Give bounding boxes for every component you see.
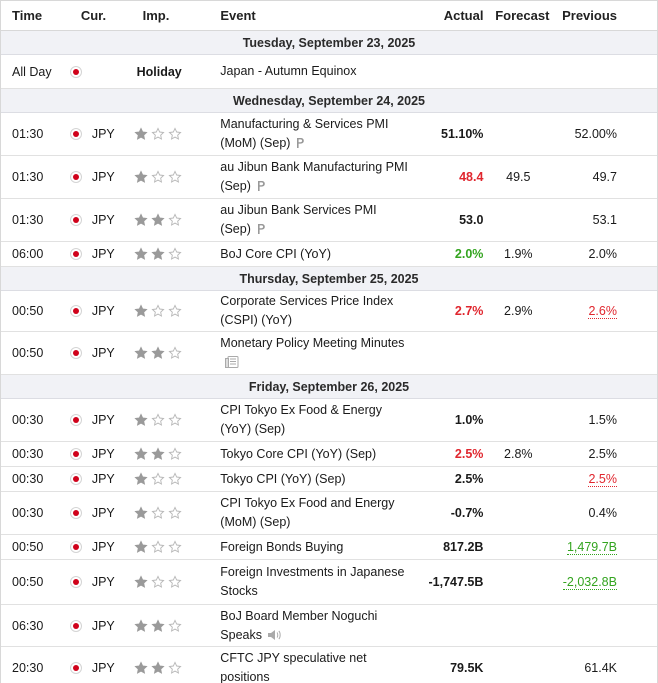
star-empty-icon — [151, 575, 165, 589]
star-empty-icon — [168, 413, 182, 427]
event-title[interactable]: Corporate Services Price Index (CSPI) (YoY) — [220, 294, 394, 327]
currency-cell — [67, 506, 133, 520]
currency-code: JPY — [91, 127, 115, 141]
event-time: 00:50 — [12, 575, 44, 589]
japan-flag-icon — [70, 414, 82, 426]
importance-cell — [133, 213, 221, 227]
event-time: 00:30 — [12, 413, 44, 427]
header-previous[interactable]: Previous — [562, 8, 618, 23]
currency-code: JPY — [91, 304, 115, 318]
preliminary-icon[interactable] — [256, 223, 266, 235]
star-empty-icon — [151, 413, 165, 427]
star-filled-icon — [151, 661, 165, 675]
previous-text: 2.5% — [588, 447, 617, 461]
table-row[interactable] — [1, 560, 657, 605]
star-empty-icon — [168, 247, 182, 261]
importance-stars — [134, 447, 182, 461]
previous-text[interactable]: 1,479.7B — [566, 540, 617, 554]
event-name[interactable] — [220, 445, 409, 464]
table-row[interactable] — [1, 647, 657, 683]
importance-stars — [134, 127, 182, 141]
forecast-value: 2.9% — [504, 304, 533, 318]
japan-flag-icon — [70, 541, 82, 553]
currency-code: JPY — [91, 447, 115, 461]
header-importance[interactable]: Imp. — [142, 8, 170, 23]
japan-flag-icon — [70, 214, 82, 226]
forecast-value: 2.8% — [504, 447, 533, 461]
currency-cell — [67, 472, 133, 486]
star-empty-icon — [168, 170, 182, 184]
actual-value — [410, 540, 484, 554]
event-time: 01:30 — [12, 170, 44, 184]
importance-cell — [133, 170, 221, 184]
currency-code: JPY — [91, 661, 115, 675]
currency-code: JPY — [91, 540, 115, 554]
japan-flag-icon — [70, 248, 82, 260]
table-row[interactable] — [1, 199, 657, 242]
currency-cell — [67, 447, 133, 461]
table-row[interactable] — [1, 399, 657, 442]
star-empty-icon — [168, 213, 182, 227]
event-title[interactable]: Japan - Autumn Equinox — [220, 64, 357, 78]
previous-text: 0.4% — [588, 506, 617, 520]
previous-value — [553, 575, 657, 589]
actual-value — [410, 447, 484, 461]
actual-value — [410, 127, 484, 141]
document-icon[interactable] — [225, 356, 239, 368]
importance-stars — [134, 413, 182, 427]
actual-value — [410, 170, 484, 184]
actual-text: 2.7% — [454, 304, 484, 318]
currency-code: JPY — [91, 618, 115, 633]
star-empty-icon — [168, 346, 182, 360]
previous-text: 1.5% — [588, 413, 617, 427]
table-row[interactable] — [1, 332, 657, 375]
table-row[interactable] — [1, 535, 657, 560]
star-empty-icon — [168, 506, 182, 520]
event-title[interactable]: CFTC JPY speculative net positions — [220, 651, 367, 683]
actual-text: 48.4 — [459, 170, 484, 184]
table-row[interactable] — [1, 492, 657, 535]
japan-flag-icon — [70, 305, 82, 317]
currency-cell — [67, 575, 133, 589]
importance-cell — [133, 472, 221, 486]
star-filled-icon — [134, 661, 148, 675]
currency-code: JPY — [91, 213, 115, 227]
star-filled-icon — [134, 575, 148, 589]
star-empty-icon — [168, 540, 182, 554]
table-row[interactable] — [1, 242, 657, 267]
star-filled-icon — [151, 447, 165, 461]
table-header — [1, 0, 657, 31]
star-filled-icon — [134, 447, 148, 461]
currency-cell — [67, 304, 133, 318]
currency-code: JPY — [91, 170, 115, 184]
event-name[interactable] — [220, 245, 409, 264]
event-title[interactable]: Tokyo Core CPI (YoY) (Sep) — [220, 446, 377, 461]
japan-flag-icon — [70, 66, 82, 78]
event-title[interactable]: CPI Tokyo Ex Food and Energy (MoM) (Sep) — [220, 496, 395, 529]
importance-stars — [134, 472, 182, 486]
currency-code: JPY — [91, 413, 115, 427]
forecast-value: 49.5 — [506, 170, 531, 184]
previous-value — [553, 247, 657, 261]
star-filled-icon — [134, 472, 148, 486]
japan-flag-icon — [70, 171, 82, 183]
event-name[interactable] — [220, 292, 409, 330]
event-title[interactable]: au Jibun Bank Manufacturing PMI (Sep) — [220, 160, 408, 193]
currency-code: JPY — [91, 247, 115, 261]
star-empty-icon — [168, 447, 182, 461]
importance-stars — [134, 247, 182, 261]
event-time: 00:50 — [12, 304, 44, 318]
event-time: 00:30 — [12, 472, 44, 486]
previous-value — [553, 472, 657, 486]
importance-stars — [134, 304, 182, 318]
event-title[interactable]: CPI Tokyo Ex Food & Energy (YoY) (Sep) — [220, 403, 382, 436]
currency-cell — [67, 247, 133, 261]
event-name[interactable] — [220, 470, 409, 489]
importance-stars — [134, 575, 182, 589]
day-header: Friday, September 26, 2025 — [1, 375, 657, 399]
preliminary-icon[interactable] — [295, 137, 305, 149]
event-time: 00:30 — [12, 447, 44, 461]
event-title[interactable]: BoJ Board Member Noguchi Speaks — [220, 608, 378, 642]
previous-text: 61.4K — [584, 661, 617, 675]
importance-cell — [133, 247, 221, 261]
star-empty-icon — [168, 575, 182, 589]
importance-stars — [134, 540, 182, 554]
event-time: 06:00 — [12, 247, 44, 261]
actual-text: 2.5% — [454, 447, 484, 461]
table-row[interactable] — [1, 291, 657, 332]
actual-text: 2.0% — [454, 247, 484, 261]
importance-cell — [133, 447, 221, 461]
actual-text: 53.0 — [459, 213, 484, 227]
actual-text: 1.0% — [454, 413, 484, 427]
importance-stars — [134, 346, 182, 360]
event-title[interactable]: Foreign Bonds Buying — [220, 539, 344, 554]
event-time: 01:30 — [12, 213, 44, 227]
star-filled-icon — [134, 413, 148, 427]
currency-cell — [67, 346, 133, 360]
actual-value — [410, 247, 484, 261]
header-actual[interactable]: Actual — [443, 8, 484, 23]
previous-text: 2.0% — [588, 247, 617, 261]
event-title[interactable]: Tokyo CPI (YoY) (Sep) — [220, 471, 346, 486]
event-name[interactable] — [220, 649, 409, 683]
previous-text: 53.1 — [592, 213, 617, 227]
event-title[interactable]: Monetary Policy Meeting Minutes — [220, 336, 405, 350]
importance-cell — [133, 413, 221, 427]
importance-cell — [133, 127, 221, 141]
actual-text: 817.2B — [443, 540, 484, 554]
event-title[interactable]: au Jibun Bank Services PMI (Sep) — [220, 203, 377, 236]
table-row[interactable] — [1, 55, 657, 89]
importance-cell — [133, 540, 221, 554]
day-header: Tuesday, September 23, 2025 — [1, 31, 657, 55]
table-row[interactable] — [1, 113, 657, 156]
star-empty-icon — [168, 472, 182, 486]
actual-text: -0.7% — [450, 506, 484, 520]
header-event[interactable]: Event — [220, 8, 256, 23]
event-name[interactable] — [220, 494, 409, 532]
table-row[interactable] — [1, 467, 657, 492]
japan-flag-icon — [70, 507, 82, 519]
japan-flag-icon — [70, 128, 82, 140]
star-filled-icon — [134, 346, 148, 360]
event-time: 00:50 — [12, 346, 44, 360]
previous-text[interactable]: 2.6% — [588, 304, 617, 318]
actual-value — [410, 413, 484, 427]
event-title[interactable]: Foreign Investments in Japanese Stocks — [220, 565, 405, 598]
previous-value — [553, 540, 657, 554]
event-name[interactable] — [220, 62, 409, 81]
table-row[interactable] — [1, 156, 657, 199]
event-name[interactable] — [220, 334, 409, 372]
day-header: Wednesday, September 24, 2025 — [1, 89, 657, 113]
star-filled-icon — [134, 170, 148, 184]
currency-code: JPY — [91, 575, 115, 589]
actual-value — [410, 472, 484, 486]
previous-text[interactable]: 2.5% — [588, 472, 617, 486]
japan-flag-icon — [70, 576, 82, 588]
previous-value — [553, 447, 657, 461]
currency-cell — [67, 661, 133, 675]
importance-cell — [133, 661, 221, 675]
star-empty-icon — [168, 619, 182, 633]
currency-cell — [67, 213, 133, 227]
previous-value — [553, 506, 657, 520]
previous-value — [553, 170, 657, 184]
star-filled-icon — [134, 247, 148, 261]
previous-value — [553, 661, 657, 675]
star-empty-icon — [151, 472, 165, 486]
importance-cell — [133, 506, 221, 520]
actual-value — [410, 304, 484, 318]
event-time: All Day — [12, 64, 52, 79]
event-name[interactable] — [220, 607, 409, 645]
star-filled-icon — [151, 247, 165, 261]
calendar-body — [1, 31, 657, 683]
previous-text: 52.00% — [574, 127, 617, 141]
star-empty-icon — [151, 506, 165, 520]
star-filled-icon — [134, 506, 148, 520]
importance-cell — [133, 346, 221, 360]
event-time: 20:30 — [12, 661, 44, 675]
importance-cell — [133, 304, 221, 318]
previous-text: 49.7 — [592, 170, 617, 184]
event-title[interactable]: Manufacturing & Services PMI (MoM) (Sep) — [220, 117, 389, 150]
star-filled-icon — [134, 213, 148, 227]
previous-value — [553, 213, 657, 227]
importance-stars — [134, 661, 182, 675]
event-name[interactable] — [220, 115, 409, 153]
header-forecast[interactable]: Forecast — [495, 8, 550, 23]
star-filled-icon — [151, 213, 165, 227]
actual-value — [410, 575, 484, 589]
currency-cell — [67, 127, 133, 141]
star-empty-icon — [151, 304, 165, 318]
actual-value — [410, 213, 484, 227]
currency-cell — [67, 413, 133, 427]
currency-cell — [67, 170, 133, 184]
star-empty-icon — [151, 170, 165, 184]
star-empty-icon — [151, 127, 165, 141]
importance-cell — [133, 65, 221, 79]
currency-code: JPY — [91, 506, 115, 520]
star-filled-icon — [134, 304, 148, 318]
star-filled-icon — [134, 619, 148, 633]
importance-stars — [134, 506, 182, 520]
japan-flag-icon — [70, 620, 82, 632]
importance-stars — [134, 619, 182, 633]
header-time[interactable]: Time — [12, 8, 43, 23]
star-filled-icon — [134, 540, 148, 554]
currency-cell — [67, 619, 133, 633]
currency-code: JPY — [91, 472, 115, 486]
japan-flag-icon — [70, 473, 82, 485]
japan-flag-icon — [70, 448, 82, 460]
star-filled-icon — [134, 127, 148, 141]
currency-cell — [67, 66, 133, 78]
previous-value — [553, 413, 657, 427]
holiday-label: Holiday — [136, 64, 182, 79]
event-time: 00:50 — [12, 540, 44, 554]
actual-text: -1,747.5B — [428, 575, 484, 589]
event-time: 00:30 — [12, 506, 44, 520]
currency-cell — [67, 540, 133, 554]
event-name[interactable] — [220, 401, 409, 439]
actual-text: 2.5% — [454, 472, 484, 486]
star-filled-icon — [151, 619, 165, 633]
importance-stars — [134, 213, 182, 227]
event-name[interactable] — [220, 563, 409, 601]
table-row[interactable] — [1, 605, 657, 647]
star-empty-icon — [151, 540, 165, 554]
forecast-value: 1.9% — [504, 247, 533, 261]
event-name[interactable] — [220, 538, 409, 557]
event-name[interactable] — [220, 201, 409, 239]
star-filled-icon — [151, 346, 165, 360]
actual-text: 51.10% — [441, 127, 484, 141]
actual-text: 79.5K — [450, 661, 484, 675]
event-name[interactable] — [220, 158, 409, 196]
table-row[interactable] — [1, 442, 657, 467]
actual-value — [410, 661, 484, 675]
event-time: 06:30 — [12, 618, 44, 633]
importance-cell — [133, 575, 221, 589]
previous-value — [553, 127, 657, 141]
actual-value — [410, 506, 484, 520]
header-currency[interactable]: Cur. — [80, 8, 107, 23]
currency-code: JPY — [91, 346, 115, 360]
speaker-icon[interactable] — [267, 629, 281, 641]
japan-flag-icon — [70, 662, 82, 674]
day-header: Thursday, September 25, 2025 — [1, 267, 657, 291]
star-empty-icon — [168, 661, 182, 675]
importance-stars — [134, 170, 182, 184]
event-time: 01:30 — [12, 127, 44, 141]
previous-text[interactable]: -2,032.8B — [562, 575, 617, 589]
star-empty-icon — [168, 304, 182, 318]
japan-flag-icon — [70, 347, 82, 359]
preliminary-icon[interactable] — [256, 180, 266, 192]
importance-cell — [133, 619, 221, 633]
star-empty-icon — [168, 127, 182, 141]
previous-value — [553, 304, 657, 318]
event-title[interactable]: BoJ Core CPI (YoY) — [220, 246, 331, 261]
